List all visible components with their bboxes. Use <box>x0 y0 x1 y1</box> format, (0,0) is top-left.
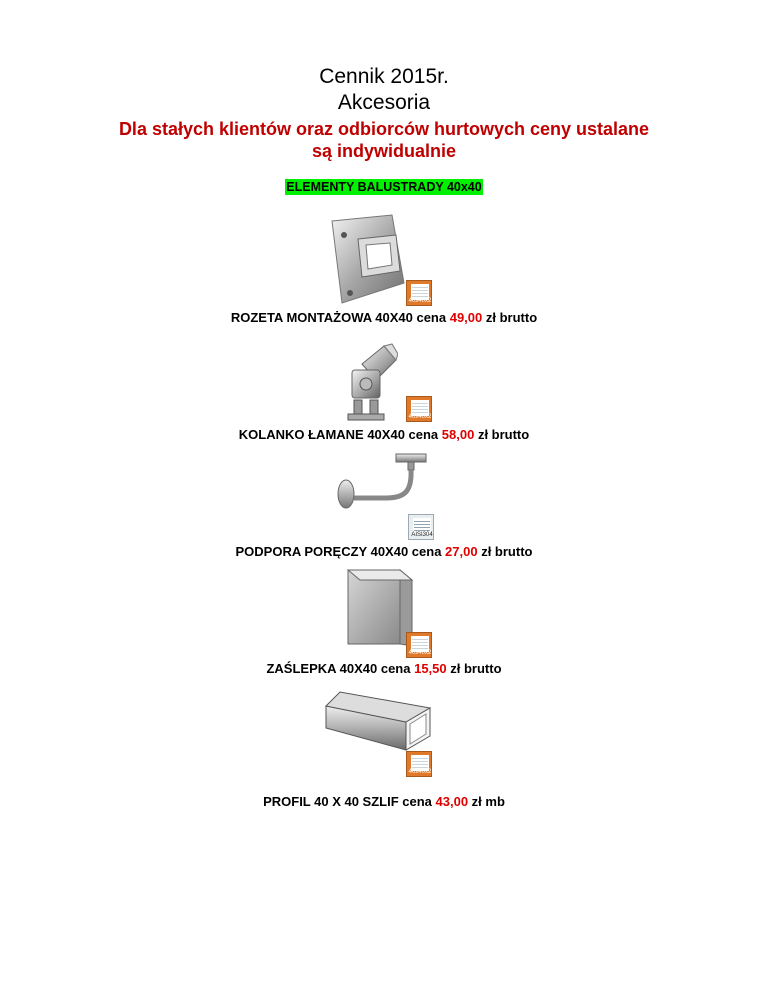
product-price: 27,00 <box>445 544 478 559</box>
product-name: ROZETA MONTAŻOWA 40X40 cena <box>230 310 450 325</box>
product-price: 49,00 <box>449 310 483 325</box>
adjustable-elbow-image <box>340 342 398 424</box>
material-badge: 40x40x2 <box>406 396 432 422</box>
page-subtitle: Akcesoria <box>337 91 431 114</box>
product-unit: zł brutto <box>477 544 533 559</box>
product-name: PROFIL 40 X 40 SZLIF cena <box>263 794 436 809</box>
product-caption <box>0 544 768 559</box>
notice-line-1: Dla stałych klientów oraz odbiorców hurtowych ceny ustalane <box>118 119 650 139</box>
mounting-rosette-image <box>328 213 410 307</box>
notice-line-2: są indywidualnie <box>311 141 457 161</box>
handrail-bracket-image <box>334 452 434 512</box>
product-price: 43,00 <box>435 794 469 809</box>
section-heading-label: ELEMENTY BALUSTRADY 40x40 <box>286 180 482 194</box>
product-price: 58,00 <box>441 427 475 442</box>
product-unit: zł brutto <box>474 427 530 442</box>
product-name: PODPORA PORĘCZY 40X40 cena <box>235 544 446 559</box>
product-caption <box>0 794 768 809</box>
product-caption <box>0 661 768 676</box>
product-caption <box>0 427 768 442</box>
material-badge: 40x40x2 <box>406 632 432 658</box>
product-name: ZAŚLEPKA 40X40 cena <box>266 661 415 676</box>
section-heading <box>0 178 768 196</box>
product-caption <box>0 310 768 325</box>
product-unit: zł brutto <box>482 310 538 325</box>
product-name: KOLANKO ŁAMANE 40X40 cena <box>238 427 442 442</box>
product-unit: zł brutto <box>446 661 502 676</box>
product-price: 15,50 <box>414 661 447 676</box>
notice-text <box>0 118 768 162</box>
product-unit: zł mb <box>468 794 505 809</box>
material-badge: 40x40x2 <box>406 280 432 306</box>
square-profile-image <box>322 688 440 752</box>
material-badge: AISI304 <box>408 514 434 540</box>
material-badge: 40x40x2 <box>406 751 432 777</box>
page-title: Cennik 2015r. <box>319 65 449 88</box>
